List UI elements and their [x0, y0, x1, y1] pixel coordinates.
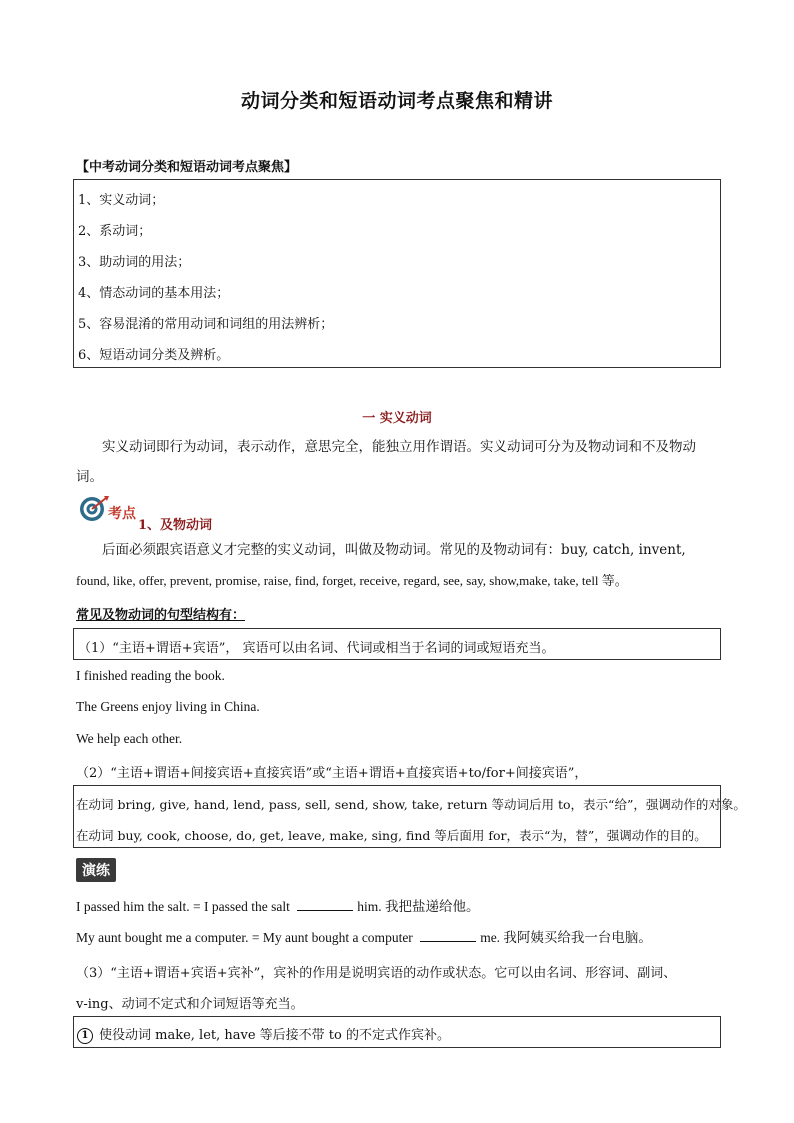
focus-item: 2、系动词； — [78, 224, 152, 239]
sub1-text-line1: 后面必须跟宾语意义才完整的实义动词，叫做及物动词。常见的及物动词有：buy, catch, invent, — [102, 542, 686, 558]
section-intro-line2: 词。 — [76, 469, 103, 485]
answer-blank[interactable] — [420, 929, 476, 942]
section-intro-line1: 实义动词即行为动词，表示动作，意思完全，能独立用作谓语。实义动词可分为及物动词和不及物动 — [102, 439, 696, 455]
focus-heading: 【中考动词分类和短语动词考点聚焦】 — [76, 160, 298, 175]
example-sentence: The Greens enjoy living in China. — [76, 699, 260, 714]
practice-before: My aunt bought me a computer. = My aunt bought a computer — [76, 930, 417, 945]
pattern2-rule: 在动词 bring, give, hand, lend, pass, sell, send, show, take, return 等动词后用 to，表示“给”，强调动作的对象。 — [76, 797, 746, 812]
answer-blank[interactable] — [297, 898, 353, 911]
target-icon — [78, 495, 110, 523]
practice-before: I passed him the salt. = I passed the salt — [76, 899, 294, 914]
pattern3-line2: v-ing、动词不定式和介词短语等充当。 — [76, 997, 304, 1012]
example-sentence: I finished reading the book. — [76, 668, 225, 683]
circled-number: 1 — [77, 1028, 93, 1044]
pattern1-box — [73, 628, 721, 660]
focus-item: 6、短语动词分类及辨析。 — [78, 348, 230, 363]
pattern2-rule: 在动词 buy, cook, choose, do, get, leave, make, sing, find 等后面用 for，表示“为，替”，强调动作的目的。 — [76, 828, 707, 843]
pattern3-rule — [77, 1024, 450, 1044]
patterns-heading: 常见及物动词的句型结构有： — [76, 608, 246, 623]
practice-after: me. 我阿姨买给我一台电脑。 — [480, 930, 652, 945]
sub1-text-line2: found, like, offer, prevent, promise, raise, find, forget, receive, regard, see, say, show,make, take, tell 等。 — [76, 573, 628, 588]
focus-item: 1、实义动词； — [78, 193, 165, 208]
pattern3-box — [73, 1016, 721, 1048]
practice-label: 演练 — [76, 858, 116, 882]
pattern3-line1: （3）“主语+谓语+宾语+宾补”，宾补的作用是说明宾语的动作或状态。它可以由名词、形容词、副词、 — [76, 966, 677, 981]
focus-item: 5、容易混淆的常用动词和词组的用法辨析； — [78, 317, 334, 332]
pattern3-rule-text: 使役动词 make, let, have 等后接不带 to 的不定式作宾补。 — [99, 1028, 450, 1043]
pattern2-box — [73, 785, 746, 848]
practice-item — [76, 923, 652, 953]
focus-item: 4、情态动词的基本用法； — [78, 286, 230, 301]
kaodian-label: 考点 — [108, 506, 136, 522]
focus-box — [73, 179, 721, 368]
pattern2-text: （2）“主语+谓语+间接宾语+直接宾语”或“主语+谓语+直接宾语+to/for+间接宾语”， — [76, 766, 588, 781]
pattern1-text: （1）“主语+谓语+宾语”， 宾语可以由名词、代词或相当于名词的词或短语充当。 — [78, 641, 555, 656]
page-title: 动词分类和短语动词考点聚焦和精讲 — [240, 90, 553, 112]
section-title: 一 实义动词 — [362, 411, 432, 426]
subsection-title: 1、及物动词 — [138, 518, 213, 533]
focus-item: 3、助动词的用法； — [78, 255, 191, 270]
practice-after: him. 我把盐递给他。 — [357, 899, 480, 914]
practice-item — [76, 892, 479, 922]
example-sentence: We help each other. — [76, 731, 183, 746]
